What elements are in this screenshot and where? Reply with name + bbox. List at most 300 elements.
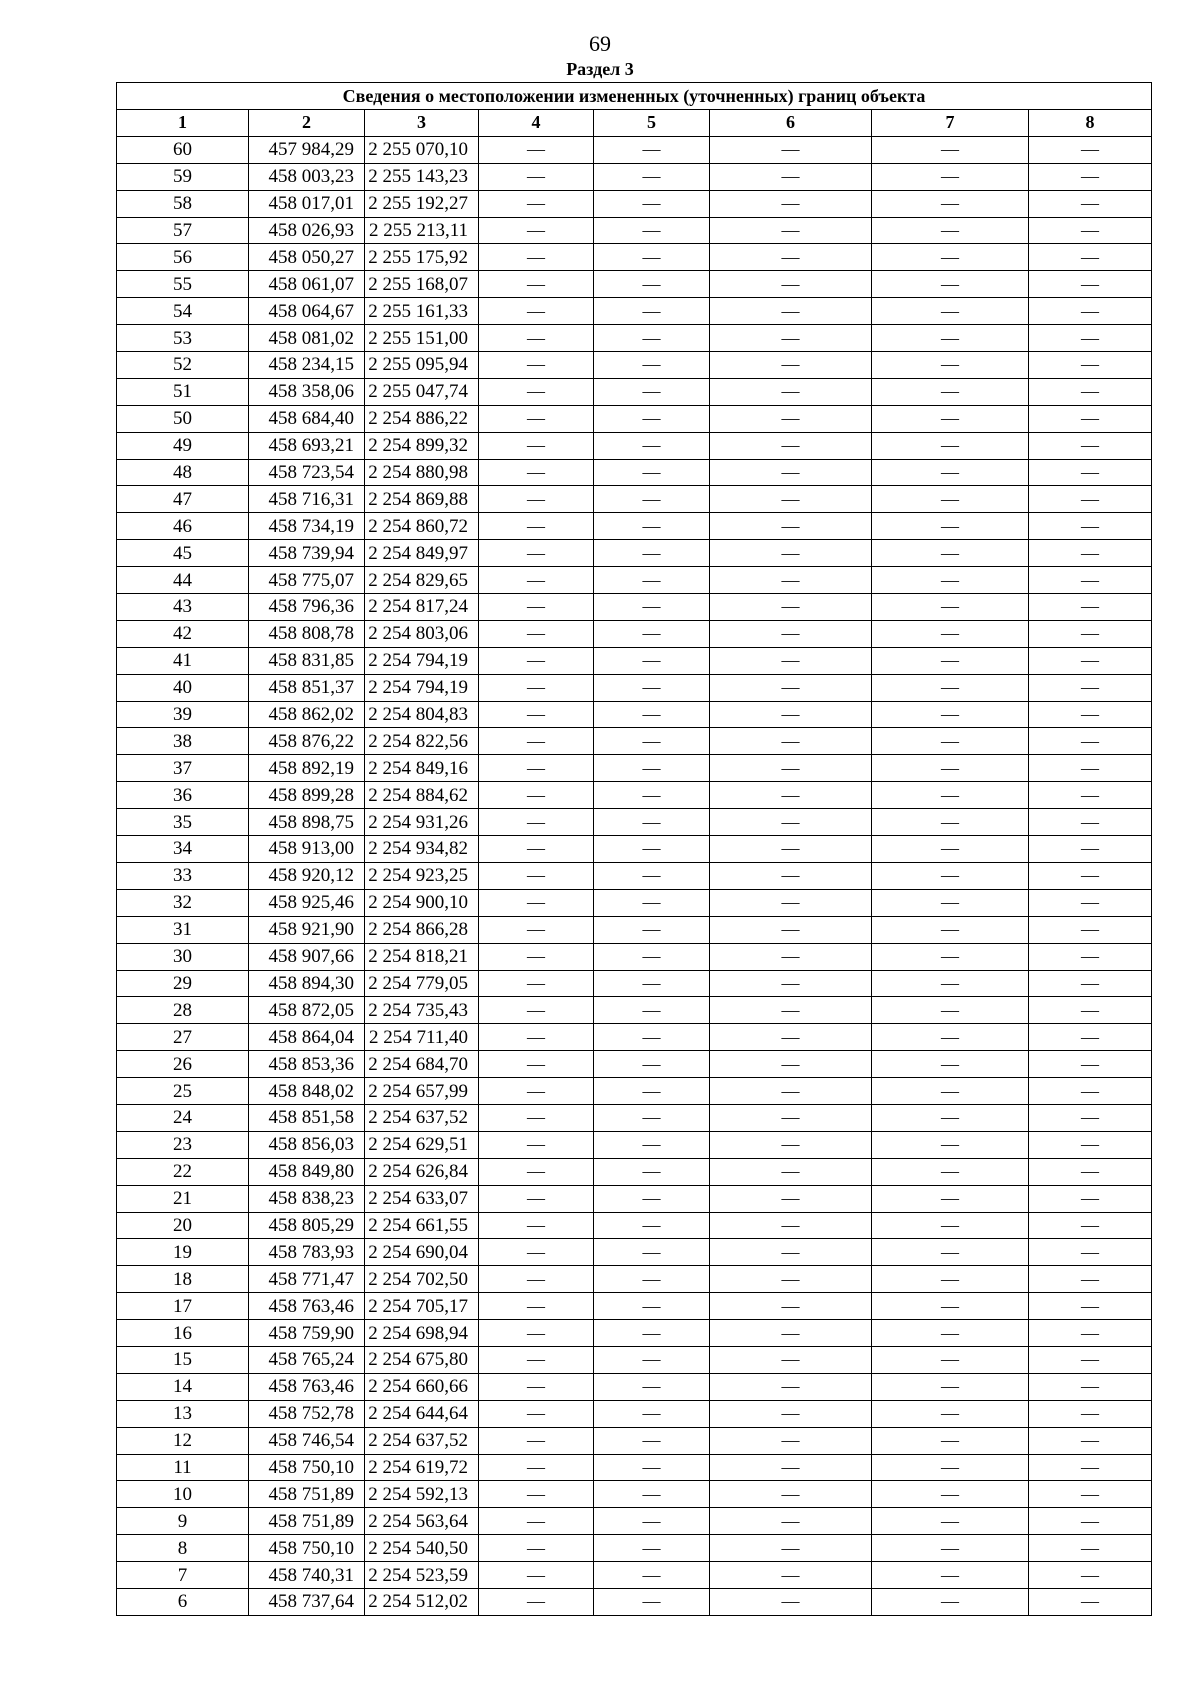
- empty-cell: —: [1029, 1320, 1152, 1347]
- empty-cell: —: [872, 620, 1029, 647]
- empty-cell: —: [594, 594, 710, 621]
- empty-cell: —: [1029, 271, 1152, 298]
- empty-cell: —: [479, 1535, 594, 1562]
- empty-cell: —: [872, 136, 1029, 163]
- y-coordinate-cell: 2 254 626,84: [365, 1158, 479, 1185]
- y-coordinate-cell: 2 254 866,28: [365, 916, 479, 943]
- empty-cell: —: [710, 325, 872, 352]
- table-caption: Сведения о местоположении измененных (уточненных) границ объекта: [117, 83, 1152, 110]
- y-coordinate-cell: 2 254 563,64: [365, 1508, 479, 1535]
- empty-cell: —: [710, 1266, 872, 1293]
- empty-cell: —: [594, 1535, 710, 1562]
- y-coordinate-cell: 2 254 803,06: [365, 620, 479, 647]
- empty-cell: —: [872, 1427, 1029, 1454]
- empty-cell: —: [710, 1051, 872, 1078]
- x-coordinate-cell: 458 737,64: [249, 1588, 365, 1615]
- table-row: [117, 997, 1152, 1024]
- point-number-cell: 12: [117, 1427, 249, 1454]
- y-coordinate-cell: 2 254 675,80: [365, 1346, 479, 1373]
- empty-cell: —: [1029, 1158, 1152, 1185]
- empty-cell: —: [872, 540, 1029, 567]
- empty-cell: —: [594, 163, 710, 190]
- empty-cell: —: [872, 1024, 1029, 1051]
- point-number-cell: 16: [117, 1320, 249, 1347]
- point-number-cell: 35: [117, 809, 249, 836]
- point-number-cell: 37: [117, 755, 249, 782]
- empty-cell: —: [710, 513, 872, 540]
- point-number-cell: 60: [117, 136, 249, 163]
- table-row: [117, 701, 1152, 728]
- y-coordinate-cell: 2 255 047,74: [365, 378, 479, 405]
- empty-cell: —: [710, 136, 872, 163]
- x-coordinate-cell: 458 838,23: [249, 1185, 365, 1212]
- y-coordinate-cell: 2 254 829,65: [365, 567, 479, 594]
- empty-cell: —: [872, 271, 1029, 298]
- y-coordinate-cell: 2 255 213,11: [365, 217, 479, 244]
- y-coordinate-cell: 2 254 592,13: [365, 1481, 479, 1508]
- table-row: [117, 647, 1152, 674]
- column-header: 4: [479, 110, 594, 137]
- empty-cell: —: [872, 1562, 1029, 1589]
- y-coordinate-cell: 2 254 900,10: [365, 889, 479, 916]
- empty-cell: —: [710, 1185, 872, 1212]
- table-row: [117, 916, 1152, 943]
- empty-cell: —: [1029, 1454, 1152, 1481]
- table-row: [117, 1320, 1152, 1347]
- empty-cell: —: [1029, 1346, 1152, 1373]
- empty-cell: —: [1029, 1024, 1152, 1051]
- empty-cell: —: [479, 1346, 594, 1373]
- empty-cell: —: [872, 352, 1029, 379]
- empty-cell: —: [479, 943, 594, 970]
- empty-cell: —: [710, 647, 872, 674]
- empty-cell: —: [1029, 405, 1152, 432]
- point-number-cell: 49: [117, 432, 249, 459]
- empty-cell: —: [872, 298, 1029, 325]
- point-number-cell: 47: [117, 486, 249, 513]
- empty-cell: —: [479, 271, 594, 298]
- empty-cell: —: [710, 809, 872, 836]
- empty-cell: —: [872, 190, 1029, 217]
- table-row: [117, 298, 1152, 325]
- x-coordinate-cell: 458 684,40: [249, 405, 365, 432]
- x-coordinate-cell: 458 856,03: [249, 1131, 365, 1158]
- point-number-cell: 43: [117, 594, 249, 621]
- empty-cell: —: [710, 1212, 872, 1239]
- empty-cell: —: [1029, 1078, 1152, 1105]
- empty-cell: —: [710, 1158, 872, 1185]
- point-number-cell: 58: [117, 190, 249, 217]
- empty-cell: —: [710, 540, 872, 567]
- point-number-cell: 7: [117, 1562, 249, 1589]
- empty-cell: —: [872, 1185, 1029, 1212]
- empty-cell: —: [479, 997, 594, 1024]
- x-coordinate-cell: 458 921,90: [249, 916, 365, 943]
- table-row: [117, 352, 1152, 379]
- table-caption-row: [117, 83, 1152, 110]
- empty-cell: —: [479, 1508, 594, 1535]
- empty-cell: —: [710, 1535, 872, 1562]
- empty-cell: —: [1029, 647, 1152, 674]
- empty-cell: —: [872, 1454, 1029, 1481]
- table-row: [117, 889, 1152, 916]
- x-coordinate-cell: 458 862,02: [249, 701, 365, 728]
- empty-cell: —: [710, 163, 872, 190]
- empty-cell: —: [479, 1454, 594, 1481]
- point-number-cell: 56: [117, 244, 249, 271]
- empty-cell: —: [1029, 459, 1152, 486]
- table-row: [117, 1158, 1152, 1185]
- empty-cell: —: [872, 1373, 1029, 1400]
- x-coordinate-cell: 458 723,54: [249, 459, 365, 486]
- table-row: [117, 728, 1152, 755]
- point-number-cell: 26: [117, 1051, 249, 1078]
- empty-cell: —: [594, 1427, 710, 1454]
- table-row: [117, 325, 1152, 352]
- table-row: [117, 513, 1152, 540]
- table-row: [117, 674, 1152, 701]
- empty-cell: —: [1029, 432, 1152, 459]
- empty-cell: —: [710, 997, 872, 1024]
- empty-cell: —: [594, 647, 710, 674]
- empty-cell: —: [872, 943, 1029, 970]
- empty-cell: —: [594, 1212, 710, 1239]
- point-number-cell: 30: [117, 943, 249, 970]
- point-number-cell: 13: [117, 1400, 249, 1427]
- empty-cell: —: [1029, 1266, 1152, 1293]
- point-number-cell: 11: [117, 1454, 249, 1481]
- empty-cell: —: [710, 620, 872, 647]
- empty-cell: —: [1029, 1051, 1152, 1078]
- empty-cell: —: [594, 298, 710, 325]
- empty-cell: —: [1029, 1293, 1152, 1320]
- table-row: [117, 1427, 1152, 1454]
- empty-cell: —: [872, 782, 1029, 809]
- y-coordinate-cell: 2 255 168,07: [365, 271, 479, 298]
- empty-cell: —: [872, 1400, 1029, 1427]
- empty-cell: —: [710, 486, 872, 513]
- empty-cell: —: [594, 809, 710, 836]
- empty-cell: —: [479, 567, 594, 594]
- x-coordinate-cell: 458 851,58: [249, 1104, 365, 1131]
- y-coordinate-cell: 2 254 619,72: [365, 1454, 479, 1481]
- empty-cell: —: [1029, 889, 1152, 916]
- table-row: [117, 1024, 1152, 1051]
- empty-cell: —: [710, 244, 872, 271]
- empty-cell: —: [710, 728, 872, 755]
- empty-cell: —: [1029, 943, 1152, 970]
- empty-cell: —: [594, 567, 710, 594]
- empty-cell: —: [1029, 298, 1152, 325]
- empty-cell: —: [1029, 486, 1152, 513]
- x-coordinate-cell: 458 894,30: [249, 970, 365, 997]
- empty-cell: —: [872, 1104, 1029, 1131]
- y-coordinate-cell: 2 254 849,97: [365, 540, 479, 567]
- empty-cell: —: [872, 1158, 1029, 1185]
- empty-cell: —: [872, 1266, 1029, 1293]
- empty-cell: —: [872, 916, 1029, 943]
- y-coordinate-cell: 2 254 923,25: [365, 862, 479, 889]
- point-number-cell: 52: [117, 352, 249, 379]
- y-coordinate-cell: 2 255 175,92: [365, 244, 479, 271]
- column-header: 2: [249, 110, 365, 137]
- empty-cell: —: [710, 432, 872, 459]
- empty-cell: —: [872, 513, 1029, 540]
- y-coordinate-cell: 2 254 822,56: [365, 728, 479, 755]
- empty-cell: —: [594, 782, 710, 809]
- y-coordinate-cell: 2 254 794,19: [365, 647, 479, 674]
- point-number-cell: 33: [117, 862, 249, 889]
- empty-cell: —: [1029, 1185, 1152, 1212]
- empty-cell: —: [479, 136, 594, 163]
- point-number-cell: 57: [117, 217, 249, 244]
- point-number-cell: 45: [117, 540, 249, 567]
- x-coordinate-cell: 458 831,85: [249, 647, 365, 674]
- empty-cell: —: [872, 1212, 1029, 1239]
- point-number-cell: 42: [117, 620, 249, 647]
- empty-cell: —: [710, 1508, 872, 1535]
- empty-cell: —: [1029, 701, 1152, 728]
- x-coordinate-cell: 458 899,28: [249, 782, 365, 809]
- empty-cell: —: [594, 217, 710, 244]
- table-row: [117, 1346, 1152, 1373]
- x-coordinate-cell: 458 234,15: [249, 352, 365, 379]
- table-row: [117, 1373, 1152, 1400]
- table-row: [117, 809, 1152, 836]
- empty-cell: —: [872, 862, 1029, 889]
- x-coordinate-cell: 458 752,78: [249, 1400, 365, 1427]
- point-number-cell: 51: [117, 378, 249, 405]
- empty-cell: —: [872, 728, 1029, 755]
- x-coordinate-cell: 458 892,19: [249, 755, 365, 782]
- y-coordinate-cell: 2 254 804,83: [365, 701, 479, 728]
- y-coordinate-cell: 2 255 143,23: [365, 163, 479, 190]
- table-row: [117, 1185, 1152, 1212]
- table-row: [117, 970, 1152, 997]
- point-number-cell: 18: [117, 1266, 249, 1293]
- empty-cell: —: [479, 1481, 594, 1508]
- empty-cell: —: [594, 862, 710, 889]
- empty-cell: —: [710, 298, 872, 325]
- table-row: [117, 378, 1152, 405]
- table-row: [117, 1104, 1152, 1131]
- empty-cell: —: [872, 1293, 1029, 1320]
- empty-cell: —: [594, 1400, 710, 1427]
- y-coordinate-cell: 2 254 934,82: [365, 836, 479, 863]
- empty-cell: —: [594, 701, 710, 728]
- empty-cell: —: [1029, 136, 1152, 163]
- empty-cell: —: [479, 298, 594, 325]
- empty-cell: —: [594, 1104, 710, 1131]
- empty-cell: —: [594, 1293, 710, 1320]
- empty-cell: —: [1029, 540, 1152, 567]
- empty-cell: —: [710, 970, 872, 997]
- y-coordinate-cell: 2 254 661,55: [365, 1212, 479, 1239]
- empty-cell: —: [710, 755, 872, 782]
- empty-cell: —: [594, 1320, 710, 1347]
- point-number-cell: 54: [117, 298, 249, 325]
- empty-cell: —: [594, 432, 710, 459]
- empty-cell: —: [1029, 513, 1152, 540]
- empty-cell: —: [710, 674, 872, 701]
- x-coordinate-cell: 458 763,46: [249, 1373, 365, 1400]
- empty-cell: —: [872, 701, 1029, 728]
- point-number-cell: 55: [117, 271, 249, 298]
- empty-cell: —: [710, 1131, 872, 1158]
- x-coordinate-cell: 458 026,93: [249, 217, 365, 244]
- empty-cell: —: [1029, 244, 1152, 271]
- point-number-cell: 10: [117, 1481, 249, 1508]
- table-row: [117, 486, 1152, 513]
- empty-cell: —: [479, 1024, 594, 1051]
- empty-cell: —: [710, 1427, 872, 1454]
- empty-cell: —: [872, 163, 1029, 190]
- empty-cell: —: [710, 1104, 872, 1131]
- empty-cell: —: [872, 1481, 1029, 1508]
- empty-cell: —: [479, 1588, 594, 1615]
- x-coordinate-cell: 458 746,54: [249, 1427, 365, 1454]
- x-coordinate-cell: 458 716,31: [249, 486, 365, 513]
- point-number-cell: 53: [117, 325, 249, 352]
- empty-cell: —: [710, 1320, 872, 1347]
- empty-cell: —: [594, 271, 710, 298]
- empty-cell: —: [1029, 1239, 1152, 1266]
- x-coordinate-cell: 458 751,89: [249, 1481, 365, 1508]
- point-number-cell: 41: [117, 647, 249, 674]
- point-number-cell: 27: [117, 1024, 249, 1051]
- column-header: 8: [1029, 110, 1152, 137]
- empty-cell: —: [1029, 567, 1152, 594]
- empty-cell: —: [594, 459, 710, 486]
- table-body: [117, 136, 1152, 1615]
- empty-cell: —: [872, 594, 1029, 621]
- empty-cell: —: [872, 1588, 1029, 1615]
- point-number-cell: 21: [117, 1185, 249, 1212]
- empty-cell: —: [594, 916, 710, 943]
- empty-cell: —: [710, 943, 872, 970]
- x-coordinate-cell: 458 750,10: [249, 1454, 365, 1481]
- x-coordinate-cell: 458 358,06: [249, 378, 365, 405]
- empty-cell: —: [872, 325, 1029, 352]
- y-coordinate-cell: 2 254 735,43: [365, 997, 479, 1024]
- x-coordinate-cell: 457 984,29: [249, 136, 365, 163]
- point-number-cell: 17: [117, 1293, 249, 1320]
- empty-cell: —: [710, 1454, 872, 1481]
- empty-cell: —: [710, 405, 872, 432]
- empty-cell: —: [479, 809, 594, 836]
- empty-cell: —: [479, 594, 594, 621]
- table-row: [117, 755, 1152, 782]
- y-coordinate-cell: 2 255 151,00: [365, 325, 479, 352]
- empty-cell: —: [710, 1346, 872, 1373]
- y-coordinate-cell: 2 254 690,04: [365, 1239, 479, 1266]
- x-coordinate-cell: 458 876,22: [249, 728, 365, 755]
- table-row: [117, 567, 1152, 594]
- table-row: [117, 217, 1152, 244]
- empty-cell: —: [594, 755, 710, 782]
- empty-cell: —: [710, 567, 872, 594]
- point-number-cell: 29: [117, 970, 249, 997]
- empty-cell: —: [479, 1562, 594, 1589]
- empty-cell: —: [479, 1158, 594, 1185]
- empty-cell: —: [479, 513, 594, 540]
- column-header: 3: [365, 110, 479, 137]
- x-coordinate-cell: 458 864,04: [249, 1024, 365, 1051]
- y-coordinate-cell: 2 255 070,10: [365, 136, 479, 163]
- empty-cell: —: [710, 1400, 872, 1427]
- empty-cell: —: [872, 459, 1029, 486]
- empty-cell: —: [1029, 1562, 1152, 1589]
- x-coordinate-cell: 458 808,78: [249, 620, 365, 647]
- empty-cell: —: [594, 620, 710, 647]
- point-number-cell: 25: [117, 1078, 249, 1105]
- table-row: [117, 594, 1152, 621]
- empty-cell: —: [1029, 1535, 1152, 1562]
- y-coordinate-cell: 2 254 644,64: [365, 1400, 479, 1427]
- empty-cell: —: [872, 217, 1029, 244]
- point-number-cell: 8: [117, 1535, 249, 1562]
- empty-cell: —: [479, 459, 594, 486]
- empty-cell: —: [594, 728, 710, 755]
- empty-cell: —: [594, 352, 710, 379]
- empty-cell: —: [1029, 1400, 1152, 1427]
- empty-cell: —: [479, 889, 594, 916]
- empty-cell: —: [594, 674, 710, 701]
- empty-cell: —: [1029, 1588, 1152, 1615]
- empty-cell: —: [479, 1400, 594, 1427]
- empty-cell: —: [872, 1535, 1029, 1562]
- empty-cell: —: [710, 1293, 872, 1320]
- y-coordinate-cell: 2 254 684,70: [365, 1051, 479, 1078]
- point-number-cell: 48: [117, 459, 249, 486]
- empty-cell: —: [594, 1239, 710, 1266]
- y-coordinate-cell: 2 254 711,40: [365, 1024, 479, 1051]
- y-coordinate-cell: 2 254 629,51: [365, 1131, 479, 1158]
- coordinates-table: [116, 82, 1152, 1616]
- y-coordinate-cell: 2 254 869,88: [365, 486, 479, 513]
- empty-cell: —: [872, 486, 1029, 513]
- point-number-cell: 50: [117, 405, 249, 432]
- empty-cell: —: [710, 1481, 872, 1508]
- point-number-cell: 14: [117, 1373, 249, 1400]
- y-coordinate-cell: 2 254 705,17: [365, 1293, 479, 1320]
- empty-cell: —: [594, 1346, 710, 1373]
- empty-cell: —: [479, 1185, 594, 1212]
- y-coordinate-cell: 2 254 884,62: [365, 782, 479, 809]
- empty-cell: —: [479, 1266, 594, 1293]
- y-coordinate-cell: 2 254 849,16: [365, 755, 479, 782]
- empty-cell: —: [594, 1051, 710, 1078]
- x-coordinate-cell: 458 061,07: [249, 271, 365, 298]
- empty-cell: —: [479, 620, 594, 647]
- empty-cell: —: [594, 1024, 710, 1051]
- empty-cell: —: [479, 1051, 594, 1078]
- empty-cell: —: [1029, 594, 1152, 621]
- point-number-cell: 40: [117, 674, 249, 701]
- empty-cell: —: [1029, 1508, 1152, 1535]
- point-number-cell: 46: [117, 513, 249, 540]
- empty-cell: —: [710, 701, 872, 728]
- empty-cell: —: [594, 1158, 710, 1185]
- empty-cell: —: [594, 378, 710, 405]
- empty-cell: —: [710, 836, 872, 863]
- table-row: [117, 836, 1152, 863]
- x-coordinate-cell: 458 848,02: [249, 1078, 365, 1105]
- empty-cell: —: [872, 755, 1029, 782]
- y-coordinate-cell: 2 254 817,24: [365, 594, 479, 621]
- empty-cell: —: [479, 1293, 594, 1320]
- table-header-row: [117, 110, 1152, 137]
